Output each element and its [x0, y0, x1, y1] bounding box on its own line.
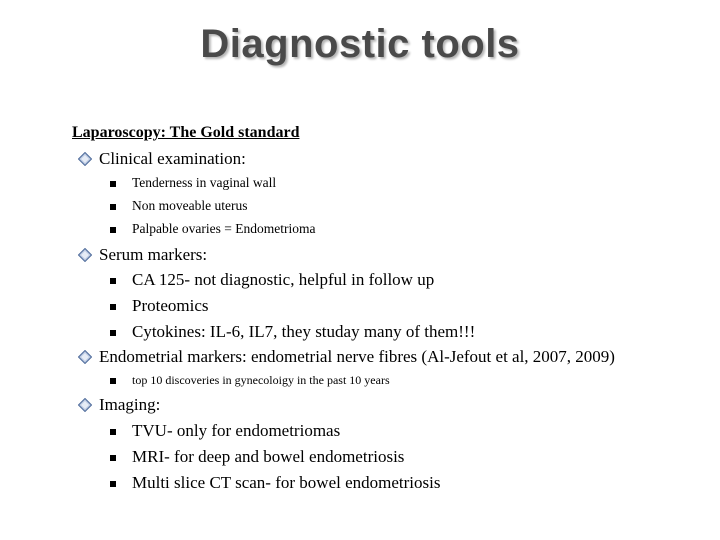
list-item: Palpable ovaries = Endometrioma: [132, 221, 316, 236]
section-heading: Laparoscopy: The Gold standard: [72, 124, 300, 141]
section-label-clinical: Clinical examination:: [99, 149, 246, 168]
list-item: Multi slice CT scan- for bowel endometriosis: [132, 473, 441, 492]
slide-title: Diagnostic tools: [200, 22, 520, 66]
list-item: top 10 discoveries in gynecoloigy in the past 10 years: [132, 373, 390, 387]
list-item: Tenderness in vaginal wall: [132, 175, 277, 190]
diamond-bullet-icon: [78, 152, 92, 166]
section-label-imaging: Imaging:: [99, 395, 161, 414]
list-item: Non moveable uterus: [132, 198, 248, 213]
list-item: CA 125- not diagnostic, helpful in follow up: [132, 270, 435, 289]
list-item: Proteomics: [132, 296, 209, 315]
square-bullet-icon: [110, 330, 116, 336]
square-bullet-icon: [110, 278, 116, 284]
square-bullet-icon: [110, 204, 116, 210]
section-label-serum: Serum markers:: [99, 245, 208, 264]
list-item: Cytokines: IL-6, IL7, they studay many of them!!!: [132, 322, 476, 341]
square-bullet-icon: [110, 429, 116, 435]
square-bullet-icon: [110, 304, 116, 310]
diamond-bullet-icon: [78, 398, 92, 412]
square-bullet-icon: [110, 227, 116, 233]
section-label-endometrial: Endometrial markers: endometrial nerve fibres (Al-Jefout et al, 2007, 2009): [99, 347, 615, 366]
square-bullet-icon: [110, 181, 116, 187]
list-item: MRI- for deep and bowel endometriosis: [132, 447, 405, 466]
diamond-bullet-icon: [78, 350, 92, 364]
square-bullet-icon: [110, 455, 116, 461]
diamond-bullet-icon: [78, 248, 92, 262]
square-bullet-icon: [110, 481, 116, 487]
square-bullet-icon: [110, 378, 116, 384]
list-item: TVU- only for endometriomas: [132, 421, 341, 440]
